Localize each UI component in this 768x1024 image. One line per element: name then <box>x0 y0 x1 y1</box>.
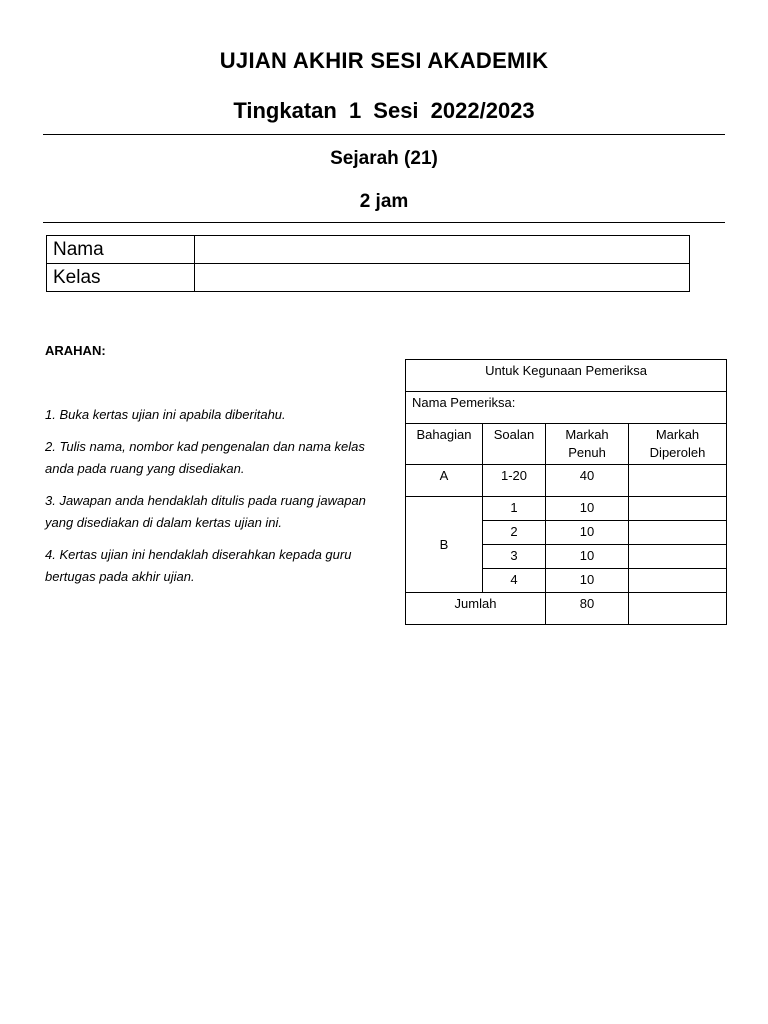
instruction-item: 2. Tulis nama, nombor kad pengenalan dan nama kelas anda pada ruang yang disediakan. <box>45 439 365 476</box>
examiner-name-field[interactable]: Nama Pemeriksa: <box>406 392 727 424</box>
name-row <box>47 236 690 264</box>
header-divider-bottom <box>43 222 725 223</box>
section-b-obtained-marks[interactable] <box>629 497 727 521</box>
class-row <box>47 264 690 292</box>
examiner-name-row <box>406 392 727 424</box>
exam-duration: 2 jam <box>359 191 409 212</box>
total-label: Jumlah <box>406 593 546 625</box>
header-question: Soalan <box>483 424 546 465</box>
header-divider-top <box>43 134 725 135</box>
total-full-marks: 80 <box>546 593 629 625</box>
section-b-full-marks: 10 <box>546 545 629 569</box>
section-b-obtained-marks[interactable] <box>629 569 727 593</box>
header-section: Bahagian <box>406 424 483 465</box>
name-field[interactable] <box>195 236 690 264</box>
section-b-question: 2 <box>483 521 546 545</box>
class-field[interactable] <box>195 264 690 292</box>
total-row <box>406 593 727 625</box>
instruction-item: 3. Jawapan anda hendaklah ditulis pada ruang jawapan yang disediakan di dalam kertas ujian ini. <box>45 493 366 530</box>
section-b-full-marks: 10 <box>546 521 629 545</box>
section-b-obtained-marks[interactable] <box>629 521 727 545</box>
total-obtained-marks[interactable] <box>629 593 727 625</box>
examiner-table-title-row <box>406 360 727 392</box>
examiner-table-header-row <box>406 424 727 465</box>
instructions-heading: ARAHAN: <box>45 343 106 358</box>
examiner-table <box>405 359 727 625</box>
instruction-item: 4. Kertas ujian ini hendaklah diserahkan kepada guru bertugas pada akhir ujian. <box>45 547 352 584</box>
table-row <box>406 465 727 497</box>
section-b-full-marks: 10 <box>546 569 629 593</box>
name-label: Nama <box>47 236 195 264</box>
examiner-table-title: Untuk Kegunaan Pemeriksa <box>406 360 727 392</box>
instruction-item: 1. Buka kertas ujian ini apabila diberitahu. <box>45 407 286 422</box>
section-b-obtained-marks[interactable] <box>629 545 727 569</box>
header-full-marks: Markah Penuh <box>546 424 629 465</box>
student-info-table <box>46 235 690 292</box>
section-b-full-marks: 10 <box>546 497 629 521</box>
section-a-label: A <box>406 465 483 497</box>
section-b-question: 1 <box>483 497 546 521</box>
table-row <box>406 497 727 521</box>
exam-title: UJIAN AKHIR SESI AKADEMIK <box>219 48 549 73</box>
subject-title: Sejarah (21) <box>330 148 438 169</box>
section-b-question: 4 <box>483 569 546 593</box>
section-a-obtained-marks[interactable] <box>629 465 727 497</box>
section-b-question: 3 <box>483 545 546 569</box>
section-a-full-marks: 40 <box>546 465 629 497</box>
exam-subtitle: Tingkatan 1 Sesi 2022/2023 <box>233 98 535 123</box>
section-a-question: 1-20 <box>483 465 546 497</box>
class-label: Kelas <box>47 264 195 292</box>
section-b-label: B <box>406 497 483 593</box>
header-obtained-marks: Markah Diperoleh <box>629 424 727 465</box>
